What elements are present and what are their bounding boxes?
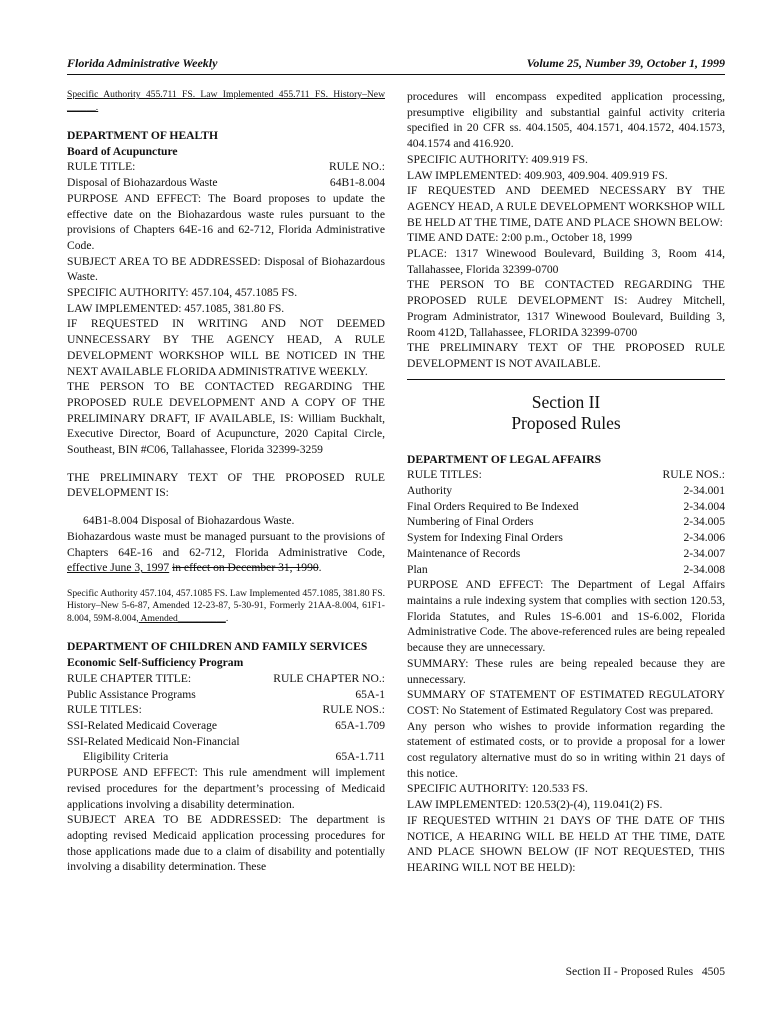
rule-row [67, 718, 385, 734]
rule-number: 2-34.001 [683, 484, 725, 498]
rule-number: 2-34.007 [683, 546, 725, 560]
rule-title: Maintenance of Records [407, 546, 521, 560]
footer-section: Section II - Proposed Rules [565, 965, 694, 978]
prelim-text-paragraph: THE PRELIMINARY TEXT OF THE PROPOSED RULE DEVELOPMENT IS NOT AVAILABLE. [407, 341, 725, 370]
rule-number: 2-34.006 [683, 531, 725, 545]
rule-number: 2-34.005 [683, 515, 725, 529]
history-note-top: Specific Authority 455.711 FS. Law Implemented 455.711 FS. History–New ______. [67, 89, 385, 113]
rule-title-header-row [67, 159, 385, 175]
rule-number: 2-34.008 [683, 562, 725, 576]
rule-title: Final Orders Required to Be Indexed [407, 499, 579, 513]
rule-row [407, 546, 725, 562]
chapter-title: Public Assistance Programs [67, 687, 196, 701]
history-amended: Amended__________ [138, 612, 226, 624]
law-line: LAW IMPLEMENTED: 409.903, 409.904. 409.919 FS. [407, 168, 668, 182]
law-line: LAW IMPLEMENTED: 120.53(2)-(4), 119.041(2) FS. [407, 798, 663, 812]
rule-title-row [67, 175, 385, 191]
rule-number: 65A-1.709 [335, 719, 385, 732]
left-column [67, 89, 385, 875]
authority-line: SPECIFIC AUTHORITY: 409.919 FS. [407, 152, 588, 166]
rule-title: Numbering of Final Orders [407, 515, 534, 529]
place-paragraph: PLACE: 1317 Winewood Boulevard, Building 3, Room 414, Tallahassee, Florida 32399-0700 [407, 247, 725, 276]
department-legal-heading: DEPARTMENT OF LEGAL AFFAIRS [407, 452, 602, 466]
purpose-paragraph: PURPOSE AND EFFECT: This rule amendment will implement revised procedures for the department’s processing of Medicaid applications involving a disability determination. [67, 766, 385, 811]
time-date-line: TIME AND DATE: 2:00 p.m., October 18, 1999 [407, 231, 633, 245]
rule-title: System for Indexing Final Orders [407, 531, 563, 545]
running-head [67, 55, 725, 71]
department-health-heading: DEPARTMENT OF HEALTH [67, 129, 218, 142]
inserted-text: effective June 3, 1997 [67, 561, 170, 575]
rule-nos-label: RULE NOS.: [662, 468, 725, 482]
subject-paragraph: SUBJECT AREA TO BE ADDRESSED: The department is adopting revised Medicaid application processing procedures for those applications made due to a claim of disability and potentially involving a disability determination. These [67, 813, 385, 874]
history-note [67, 588, 385, 626]
rule-row [407, 562, 725, 578]
contact-paragraph: THE PERSON TO BE CONTACTED REGARDING THE PROPOSED RULE DEVELOPMENT IS: Audrey Mitchell, Program Administrator, 1317 Winewood Boulevard, Building 3, Room 412D, Tallahassee, FLORIDA 32399-0700 [407, 278, 725, 339]
deleted-text: in effect on December 31, 1990 [172, 561, 319, 575]
rule-title: Plan [407, 562, 428, 576]
rule-text-paragraph [67, 529, 385, 576]
history-text: Specific Authority 457.104, 457.1085 FS. Law Implemented 457.1085, 381.80 FS. History–New 5-6-87, Amended 12-23-87, 5-30-91, Formerly 21AA-8.004, 61F1-8.004, 59M-8.004, [67, 587, 385, 624]
authority-line: SPECIFIC AUTHORITY: 457.104, 457.1085 FS. [67, 286, 298, 300]
rule-no-label: RULE NO.: [328, 160, 385, 174]
authority-line: SPECIFIC AUTHORITY: 120.533 FS. [407, 782, 588, 796]
contact-paragraph: THE PERSON TO BE CONTACTED REGARDING THE PROPOSED RULE DEVELOPMENT AND A COPY OF THE PRELIMINARY DRAFT, IF AVAILABLE, IS: William Buckhalt, Executive Director, Board of Acupuncture, 2020 Capital Circle, Southeast, BIN #C06, Tallahassee, Florida 32399-3259 [67, 380, 385, 457]
board-heading: Board of Acupuncture [67, 144, 178, 158]
rule-number: 2-34.004 [683, 499, 725, 513]
summary-paragraph: SUMMARY: These rules are being repealed because they are unnecessary. [407, 656, 725, 686]
right-column [407, 89, 725, 876]
rule-nos-label: RULE NOS.: [322, 703, 385, 717]
subject-paragraph: SUBJECT AREA TO BE ADDRESSED: Disposal of Biohazardous Waste. [67, 254, 385, 284]
chapter-row [67, 687, 385, 703]
program-heading: Economic Self-Sufficiency Program [67, 656, 244, 670]
section-label: Section II [531, 391, 601, 412]
rule-title-line: SSI-Related Medicaid Non-Financial [67, 734, 240, 748]
any-person-paragraph: Any person who wishes to provide information regarding the statement of estimated costs, or to provide a proposal for a lower cost regulatory alternative must do so in writing within 21 days of this notice. [407, 719, 725, 780]
rule-row [407, 499, 725, 515]
rule-titles-label: RULE TITLES: [407, 468, 482, 482]
rule-heading: 64B1-8.004 Disposal of Biohazardous Waste. [83, 514, 295, 528]
purpose-paragraph: PURPOSE AND EFFECT: The Board proposes to update the effective date on the Biohazardous waste rules pursuant to the provisions of Chapters 64E-16 and 62-712, Florida Administrative Code. [67, 191, 385, 252]
publication-title: Florida Administrative Weekly [67, 56, 218, 70]
rule-title: Disposal of Biohazardous Waste [67, 176, 218, 190]
chapter-header-row [67, 671, 385, 687]
section-name: Proposed Rules [511, 412, 621, 433]
page-number: 4505 [701, 965, 725, 978]
rule-titles-label: RULE TITLES: [67, 703, 142, 717]
period: . [318, 561, 322, 575]
history-period: . [225, 612, 229, 624]
rule-row [407, 514, 725, 530]
page-footer [566, 964, 725, 979]
rule-titles-header-row [407, 467, 725, 483]
rule-titles-header-row [67, 702, 385, 718]
rule-number: 65A-1.711 [335, 750, 385, 764]
rule-title: Eligibility Criteria [83, 750, 169, 764]
rule-text: Biohazardous waste must be managed pursuant to the provisions of Chapters 64E-16 and 62-712, Florida Administrative Code, [67, 529, 385, 559]
rule-title: SSI-Related Medicaid Coverage [67, 719, 218, 732]
rule-title: Authority [407, 484, 453, 498]
chapter-no-label: RULE CHAPTER NO.: [273, 671, 385, 685]
issue-info: Volume 25, Number 39, October 1, 1999 [526, 56, 725, 70]
continued-paragraph: procedures will encompass expedited application processing, presumptive eligibility and substantial gainful activity criteria specified in 20 CFR ss. 404.1505, 404.1571, 404.1572, 404.1573, 404.1574 and 416.920. [407, 90, 725, 151]
regulatory-cost-paragraph: SUMMARY OF STATEMENT OF ESTIMATED REGULATORY COST: No Statement of Estimated Regulatory Cost was prepared. [407, 688, 725, 717]
workshop-paragraph: IF REQUESTED IN WRITING AND NOT DEEMED UNNECESSARY BY THE AGENCY HEAD, A RULE DEVELOPMENT WORKSHOP WILL BE NOTICED IN THE NEXT AVAILABLE FLORIDA ADMINISTRATIVE WEEKLY. [67, 317, 385, 378]
header-rule [67, 74, 725, 75]
hearing-paragraph: IF REQUESTED WITHIN 21 DAYS OF THE DATE OF THIS NOTICE, A HEARING WILL BE HELD AT THE TIME, DATE AND PLACE SHOWN BELOW (IF NOT REQUESTED, THIS HEARING WILL NOT BE HELD): [407, 813, 725, 874]
purpose-paragraph: PURPOSE AND EFFECT: The Department of Legal Affairs maintains a rule indexing system that complies with section 120.53, Florida Statutes, and Rules 1S-6.001 and 1S-6.002, Florida Administrative Code. The above-referenced rules are being repealed because they are unnecessary. [407, 578, 725, 655]
rule-number: 64B1-8.004 [329, 176, 385, 190]
rule-row [67, 749, 385, 765]
law-line: LAW IMPLEMENTED: 457.1085, 381.80 FS. [67, 301, 285, 315]
rule-row [407, 483, 725, 499]
department-cfs-heading: DEPARTMENT OF CHILDREN AND FAMILY SERVICES [67, 640, 368, 654]
workshop-paragraph: IF REQUESTED AND DEEMED NECESSARY BY THE AGENCY HEAD, A RULE DEVELOPMENT WORKSHOP WILL BE HELD AT THE TIME, DATE AND PLACE SHOWN BELOW: [407, 184, 725, 229]
rule-title-label: RULE TITLE: [67, 160, 136, 174]
chapter-number: 65A-1 [355, 687, 385, 701]
prelim-text-paragraph: THE PRELIMINARY TEXT OF THE PROPOSED RULE DEVELOPMENT IS: [67, 470, 385, 500]
rule-row [407, 530, 725, 546]
chapter-title-label: RULE CHAPTER TITLE: [67, 671, 192, 685]
